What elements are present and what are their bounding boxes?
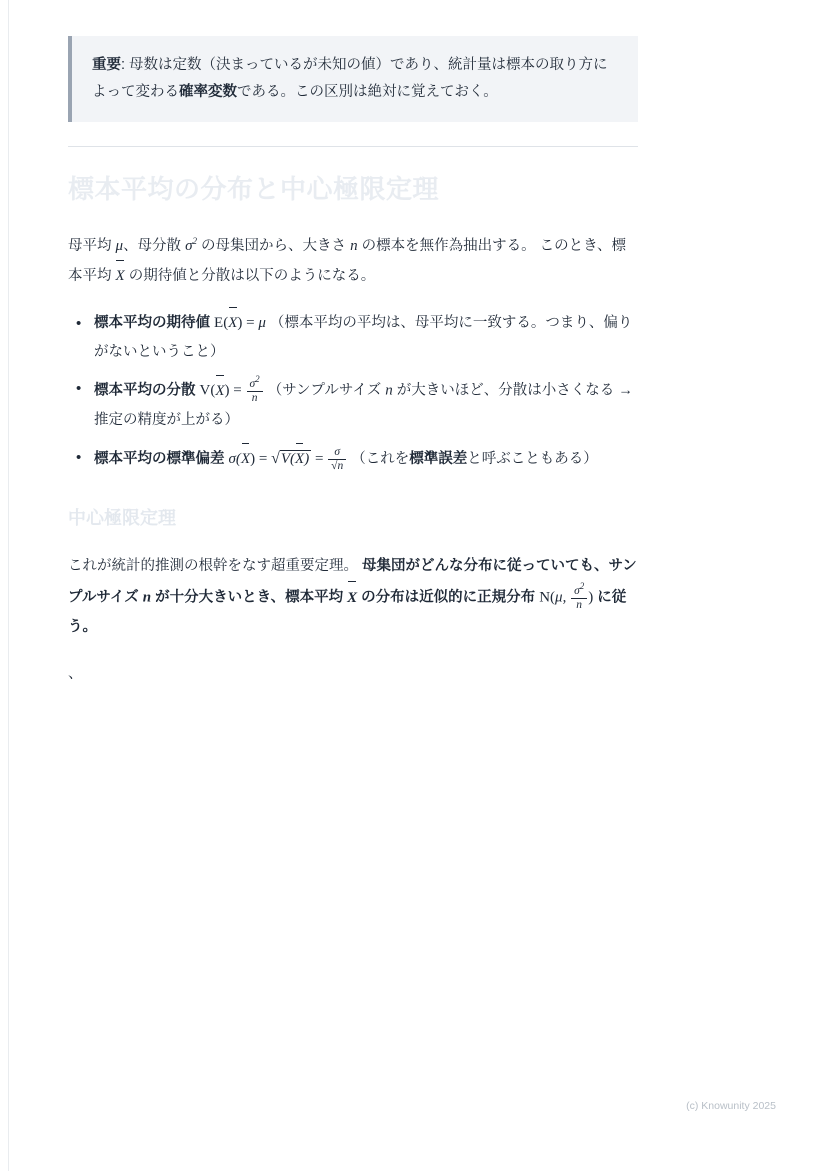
bullet-3-frac-num: σ [334,445,341,458]
bullet-1-formula-mid: ) = [237,314,259,331]
page-title: 標本平均の分布と中心極限定理 [68,173,440,204]
bullet-3-formula-lead: σ( [228,450,241,467]
subsection-N-frac-num [571,581,587,598]
bullet-1-note: （標本平均の平均は、母平均に一致する。つまり、偏りがないということ） [94,314,633,361]
subsection-bold-d: に従う。 [68,589,627,635]
intro-part-a: 母平均 [68,238,116,255]
bullet-3-fraction [328,446,346,473]
bullet-2-formula-var: X [215,377,224,406]
bullet-2-note-n: n [385,383,393,400]
callout-text-3: である。この区別は絶対に覚えておく。 [237,83,498,100]
footer-copyright: (c) Knowunity 2025 [686,1100,776,1112]
subsection-lead: これが統計的推測の根幹をなす超重要定理。 [68,557,363,574]
bullet-3-note-bold: 標準誤差 [409,450,468,467]
bullet-2-frac-den: n [247,391,263,405]
bullet-2-frac-num-base: σ [249,378,256,391]
symbol-xbar: X [116,262,125,291]
subsection-bold-c: の分布は近似的に正規分布 [357,589,540,606]
bullet-2-formula-lead: V( [199,383,216,400]
subsection-bold-b: が十分大きいとき、標本平均 [151,589,348,606]
symbol-sigma: σ [185,238,193,255]
intro-part-d: の標本を無作為抽出する。 このとき、標本平均 [68,238,627,284]
important-callout [68,36,638,122]
subsection-paragraph [68,552,638,642]
bullet-3-formula-var: X [241,445,250,474]
bullet-3-sqrt-lead: V( [280,450,296,467]
subsection-title: 中心極限定理 [68,507,176,528]
bullet-1-formula-tail: μ [258,314,266,331]
intro-part-c: の母集団から、大きさ [197,238,351,255]
bullet-3-sqrt-under [280,450,311,467]
bullet-3-label: 標本平均の標準偏差 [94,450,225,467]
bullet-2-label: 標本平均の分散 [94,383,196,400]
subsection-N-comma: , [562,589,571,606]
bullet-3-note-b: と呼ぶこともある） [467,450,598,467]
bullet-3-sqrt [271,451,311,467]
subsection-N-mu: μ [555,589,563,606]
bullet-2-frac-num-sup: 2 [255,374,260,385]
bullet-2-fraction [247,374,263,405]
subsection-N-lead: N( [539,589,556,606]
bullet-3-eq2: = [311,450,328,467]
intro-part-b: 、母分散 [123,238,186,255]
formula-list [68,309,638,474]
subsection-bold-a: 母集団がどんな分布に従っていても、サンプルサイズ [68,557,637,606]
subsection-N-frac-num-sup: 2 [579,580,585,591]
bullet-2-note-b: が大きいほど、分散は小さくなる → 推定の精度が上がる） [94,383,633,429]
subsection-N-frac-den: n [571,598,587,612]
subsection-bold-n: n [142,589,152,606]
bullet-2-note-a: （サンプルサイズ [267,383,386,400]
bullet-1-label: 標本平均の期待値 [94,314,210,331]
subsection-bold-xbar: X [347,583,357,613]
subsection-N-tail: ) [588,589,594,606]
list-item [90,443,638,474]
subsection-N-fraction [571,581,587,612]
list-item [90,374,638,434]
bullet-1-formula-lead: E( [214,314,229,331]
intro-paragraph [68,232,638,291]
bullet-1-formula-var: X [228,309,237,338]
radical-icon: √ [271,449,280,467]
subsection-N-frac-num-base: σ [574,584,580,597]
symbol-n: n [350,238,358,255]
bullet-2-frac-num [247,374,263,391]
bullet-3-note-a: （これを [351,450,410,467]
bullet-3-formula-mid: ) = [250,450,272,467]
list-item [90,309,638,367]
callout-text-1: : 母数は定数（決まっているが未知の値）であり、統計量は標本の取り方によって変わる [92,57,608,100]
stray-character: 、 [68,665,83,682]
bullet-3-sqrt-tail: ) [304,450,310,467]
symbol-sigma-exponent: 2 [192,236,197,247]
horizontal-divider [68,146,638,147]
bullet-3-sqrt-var: X [295,445,304,474]
bullet-2-formula-mid: ) = [224,383,246,400]
bullet-3-frac-den: √n [328,459,346,473]
symbol-mu: μ [115,238,124,255]
callout-label: 重要 [92,57,121,73]
document-content [68,0,638,683]
callout-bold-2: 確率変数 [179,83,237,100]
intro-part-e: の期待値と分散は以下のようになる。 [124,267,376,284]
page-left-edge [0,0,9,1171]
